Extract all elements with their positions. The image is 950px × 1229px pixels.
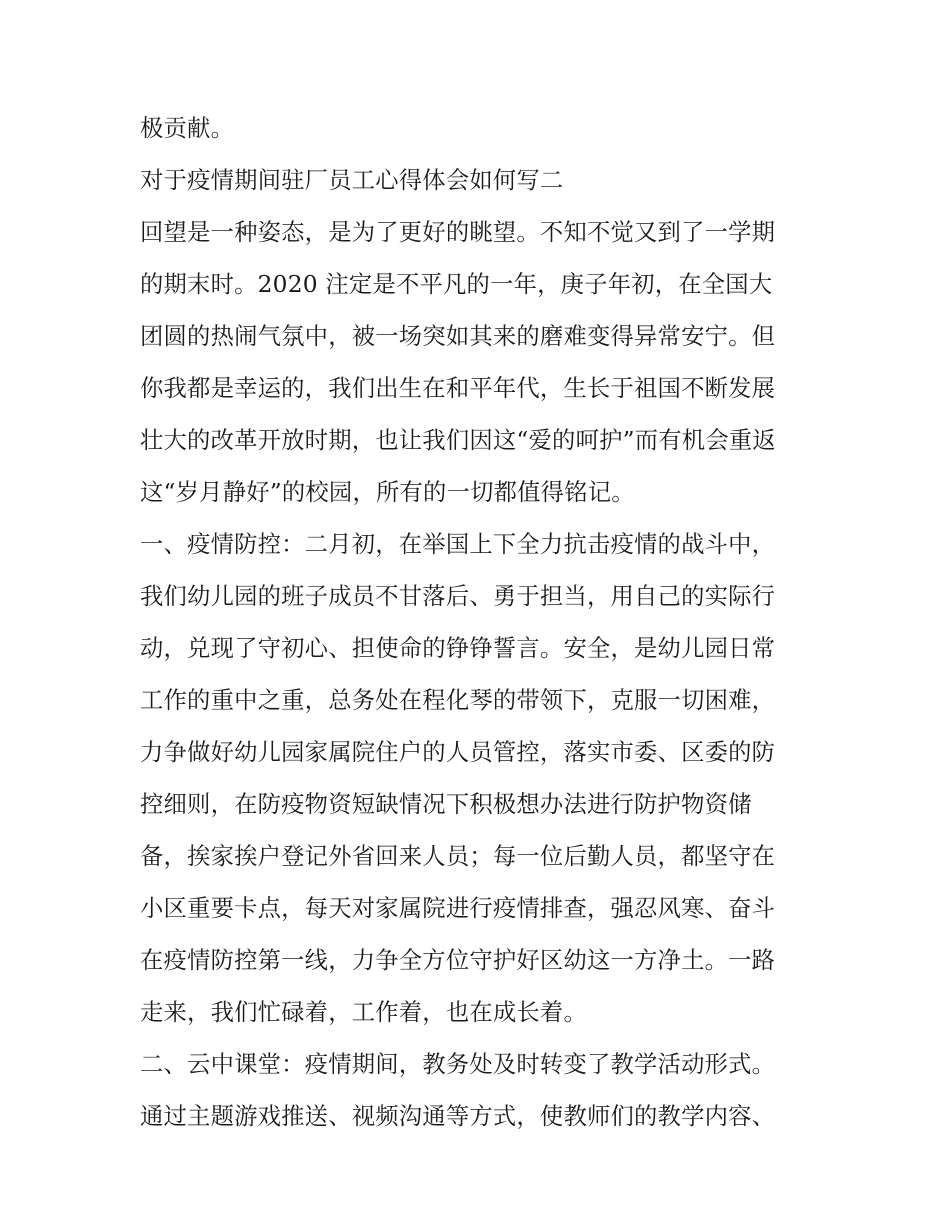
text-line: 通过主题游戏推送、视频沟通等方式，使教师们的教学内容、 <box>140 1102 776 1130</box>
section-heading: 对于疫情期间驻厂员工心得体会如何写二 <box>140 166 564 194</box>
text-line: 走来，我们忙碌着，工作着，也在成长着。 <box>140 998 587 1026</box>
text-line: 极贡献。 <box>140 114 235 142</box>
text-line: 你我都是幸运的，我们出生在和平年代，生长于祖国不断发展 <box>140 374 776 402</box>
text-line: 我们幼儿园的班子成员不甘落后、勇于担当，用自己的实际行 <box>140 582 776 610</box>
text-line: 动，兑现了守初心、担使命的铮铮誓言。安全，是幼儿园日常 <box>140 634 776 662</box>
text-line: 力争做好幼儿园家属院住户的人员管控，落实市委、区委的防 <box>140 738 776 766</box>
text-line: 团圆的热闹气氛中，被一场突如其来的磨难变得异常安宁。但 <box>140 322 776 350</box>
text-line: 在疫情防控第一线，力争全方位守护好区幼这一方净土。一路 <box>140 946 776 974</box>
text-line: 小区重要卡点，每天对家属院进行疫情排查，强忍风寒、奋斗 <box>140 894 776 922</box>
text-line: 这“岁月静好”的校园，所有的一切都值得铭记。 <box>140 478 635 506</box>
text-line: 二、云中课堂：疫情期间，教务处及时转变了教学活动形式。 <box>140 1050 776 1078</box>
text-line: 备，挨家挨户登记外省回来人员；每一位后勤人员，都坚守在 <box>140 842 776 870</box>
text-line: 工作的重中之重，总务处在程化琴的带领下，克服一切困难， <box>140 686 776 714</box>
text-line: 一、疫情防控：二月初，在举国上下全力抗击疫情的战斗中， <box>140 530 776 558</box>
text-line: 壮大的改革开放时期，也让我们因这“爱的呵护”而有机会重返 <box>140 426 776 454</box>
text-line: 控细则，在防疫物资短缺情况下积极想办法进行防护物资储 <box>140 790 752 818</box>
text-line: 的期末时。2020 注定是不平凡的一年，庚子年初，在全国大 <box>140 270 773 298</box>
text-line: 回望是一种姿态，是为了更好的眺望。不知不觉又到了一学期 <box>140 218 776 246</box>
